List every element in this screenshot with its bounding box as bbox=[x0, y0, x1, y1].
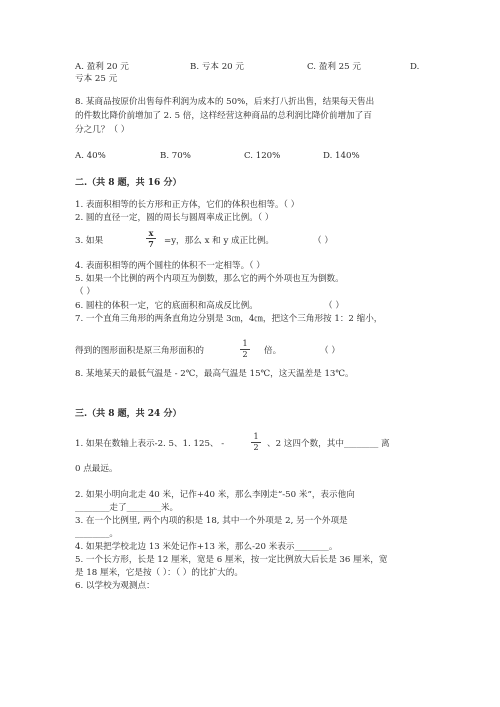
s3-question-5-line-1: 5. 一个长方形，长是 12 厘米，宽是 6 厘米，按一定比例放大后长是 36 厘米，宽 bbox=[75, 555, 388, 565]
fraction-denominator: 2 bbox=[242, 350, 248, 359]
fraction-numerator: 1 bbox=[253, 432, 259, 441]
s2-question-5-line-2: （ ） bbox=[75, 287, 95, 297]
s3-question-1-line-2: 0 点最远。 bbox=[75, 464, 118, 474]
q8-option-c: C. 120% bbox=[244, 151, 281, 161]
fraction-numerator: x bbox=[148, 228, 154, 238]
fraction-denominator: 7 bbox=[148, 239, 154, 249]
s2-question-8: 8. 某地某天的最低气温是 - 2℃，最高气温是 15℃，这天温差是 13℃。 bbox=[75, 369, 354, 379]
s3-question-1-fraction bbox=[251, 433, 261, 452]
s3-question-1-prefix: 1. 如果在数轴上表示-2. 5、1. 125、 - bbox=[75, 439, 225, 449]
s2-question-3-prefix: 3. 如果 bbox=[75, 236, 104, 246]
q7-option-a: A. 盈利 20 元 bbox=[75, 62, 129, 72]
q8-option-b: B. 70% bbox=[160, 151, 191, 161]
s3-question-1-text: 、2 这四个数，其中________ 离 bbox=[267, 439, 390, 449]
q8-option-d: D. 140% bbox=[323, 151, 360, 161]
s2-question-7-line-1: 7. 一个直角三角形的两条直角边分别是 3㎝，4㎝，把这个三角形按 1：2 缩小， bbox=[75, 314, 383, 324]
q8-line-2: 的件数比降价前增加了 2. 5 倍，这样经营这种商品的总利润比降价前增加了百 bbox=[75, 111, 372, 121]
fraction-numerator: 1 bbox=[242, 339, 248, 348]
s2-question-1: 1. 表面积相等的长方形和正方体，它们的体积也相等。（ ） bbox=[75, 200, 300, 210]
section-2-heading: 二.（共 8 题，共 16 分） bbox=[75, 178, 182, 188]
s2-question-7-fraction bbox=[240, 340, 250, 359]
q7-option-b: B. 亏本 20 元 bbox=[190, 62, 244, 72]
q7-option-d-text: 亏本 25 元 bbox=[75, 74, 118, 84]
s2-question-2: 2. 圆的直径一定，圆的周长与圆周率成正比例。（ ） bbox=[75, 213, 274, 223]
fraction-denominator: 2 bbox=[253, 443, 259, 452]
s2-question-5-line-1: 5. 如果一个比例的两个内项互为倒数，那么它的两个外项也互为倒数。 bbox=[75, 274, 344, 284]
s3-question-2-line-1: 2. 如果小明向北走 40 米，记作+40 米，那么李刚走“-50 米”，表示他向 bbox=[75, 490, 355, 500]
s3-question-6: 6. 以学校为观测点： bbox=[75, 581, 155, 591]
s2-question-3-fraction bbox=[146, 229, 156, 248]
q8-line-1: 8. 某商品按原价出售每件利润为成本的 50%，后来打八折出售，结果每天售出 bbox=[75, 97, 375, 107]
s3-question-2-line-2: ________走了________米。 bbox=[75, 503, 179, 513]
s3-question-4: 4. 如果把学校北边 13 米处记作+13 米，那么-20 米表示________。 bbox=[75, 542, 338, 552]
s2-question-6: 6. 圆柱的体积一定，它的底面积和高成反比例。 bbox=[75, 301, 258, 311]
q8-line-3: 分之几？（ ） bbox=[75, 125, 130, 135]
s3-question-3-line-1: 3. 在一个比例里, 两个内项的积是 18, 其中一个外项是 2, 另一个外项是 bbox=[75, 516, 348, 526]
s2-question-6-answer-blank: （ ） bbox=[324, 301, 344, 311]
q7-option-c: C. 盈利 25 元 bbox=[307, 62, 361, 72]
q8-option-a: A. 40% bbox=[75, 151, 106, 161]
s2-question-3-text: =y，那么 x 和 y 成正比例。 bbox=[164, 236, 275, 246]
s3-question-3-line-2: ________。 bbox=[75, 529, 118, 539]
s2-question-4: 4. 表面积相等的两个圆柱的体积不一定相等。（ ） bbox=[75, 261, 265, 271]
s2-question-7-text: 倍。 bbox=[264, 346, 282, 356]
q7-option-d-label: D. bbox=[410, 62, 420, 72]
section-3-heading: 三.（共 8 题，共 24 分） bbox=[75, 409, 182, 419]
s2-question-3-answer-blank: （ ） bbox=[313, 236, 333, 246]
s2-question-7-prefix: 得到的图形面积是原三角形面积的 bbox=[75, 346, 204, 356]
s2-question-7-answer-blank: （ ） bbox=[320, 346, 340, 356]
s3-question-5-line-2: 是 18 厘米，它是按（ ）：（ ）的比扩大的。 bbox=[75, 568, 243, 578]
